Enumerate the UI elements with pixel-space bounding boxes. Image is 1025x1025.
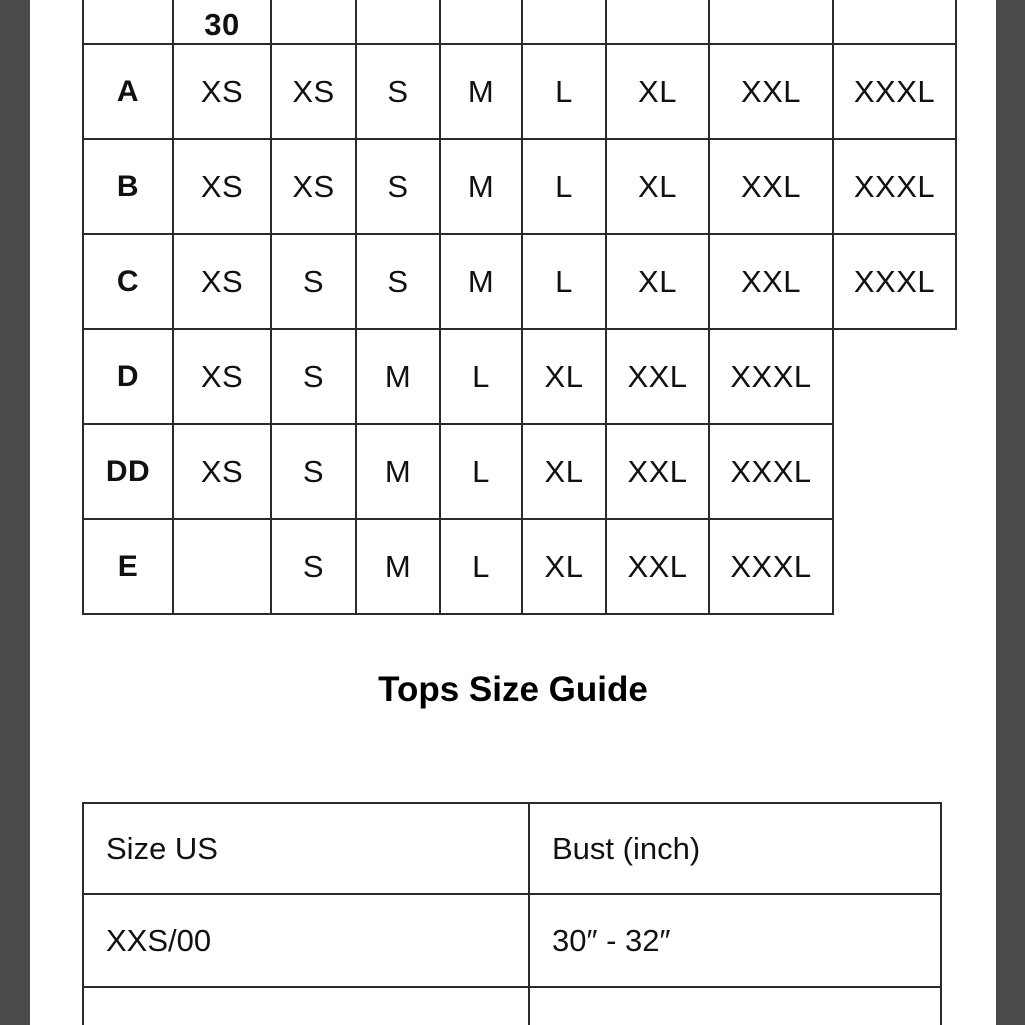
size-cell: XL: [523, 520, 607, 615]
table-row: [82, 988, 942, 1025]
cup-size-cell: B: [82, 140, 174, 235]
size-cell: XXXL: [710, 330, 834, 425]
column-header-size-us: Size US: [82, 802, 530, 895]
empty-cell: [834, 330, 957, 425]
size-cell: L: [441, 330, 523, 425]
size-cell: XS: [272, 140, 357, 235]
size-cell: S: [272, 520, 357, 615]
table-row: [82, 425, 957, 520]
size-cell: S: [357, 235, 441, 330]
empty-cell: [834, 425, 957, 520]
size-cell: XXL: [710, 140, 834, 235]
size-cell: XXL: [710, 45, 834, 140]
size-guide-page: [30, 0, 996, 1025]
size-cell: L: [523, 235, 607, 330]
size-cell: S: [272, 425, 357, 520]
header-cell: [441, 0, 523, 45]
header-cell: [272, 0, 357, 45]
header-cell: [607, 0, 710, 45]
size-cell: XL: [607, 235, 710, 330]
band-size-label: 30: [204, 6, 240, 42]
tops-size-guide-heading: Tops Size Guide: [378, 670, 648, 709]
column-header-bust: Bust (inch): [530, 802, 942, 895]
size-cell: XXL: [710, 235, 834, 330]
size-cell: L: [441, 520, 523, 615]
size-cell: M: [357, 330, 441, 425]
size-cell: XXXL: [834, 140, 957, 235]
size-us-cell: [82, 988, 530, 1025]
tops-table-header-row: [82, 802, 942, 895]
bra-table-header-row: [82, 0, 957, 45]
size-cell: S: [272, 330, 357, 425]
size-cell: XXXL: [834, 235, 957, 330]
cup-size-cell: DD: [82, 425, 174, 520]
header-cell: [834, 0, 957, 45]
size-cell: XXXL: [710, 520, 834, 615]
empty-cell: [834, 520, 957, 615]
size-cell: XXL: [607, 520, 710, 615]
size-cell: XL: [523, 330, 607, 425]
table-row: [82, 330, 957, 425]
table-row: [82, 45, 957, 140]
cup-size-cell: C: [82, 235, 174, 330]
table-row: [82, 140, 957, 235]
size-cell: XXL: [607, 330, 710, 425]
size-cell: XS: [272, 45, 357, 140]
size-cell: XS: [174, 235, 272, 330]
size-cell: XXXL: [834, 45, 957, 140]
cup-size-cell: A: [82, 45, 174, 140]
table-row: [82, 895, 942, 988]
size-cell: L: [523, 45, 607, 140]
size-cell: M: [441, 45, 523, 140]
cup-size-cell: E: [82, 520, 174, 615]
size-cell: M: [357, 520, 441, 615]
size-cell: XS: [174, 140, 272, 235]
header-cell-band: [174, 0, 272, 45]
size-cell: S: [272, 235, 357, 330]
size-cell: XS: [174, 330, 272, 425]
header-cell: [523, 0, 607, 45]
header-cell: [710, 0, 834, 45]
size-cell: XL: [523, 425, 607, 520]
size-cell: XL: [607, 140, 710, 235]
size-cell: M: [357, 425, 441, 520]
header-cell: [357, 0, 441, 45]
bust-cell: 30″ - 32″: [530, 895, 942, 988]
size-cell: [174, 520, 272, 615]
size-cell: XS: [174, 45, 272, 140]
size-cell: L: [441, 425, 523, 520]
header-cell: [82, 0, 174, 45]
size-cell: M: [441, 235, 523, 330]
cup-size-cell: D: [82, 330, 174, 425]
bust-cell: [530, 988, 942, 1025]
table-row: [82, 235, 957, 330]
size-cell: XL: [607, 45, 710, 140]
size-cell: XS: [174, 425, 272, 520]
table-row: [82, 520, 957, 615]
size-cell: L: [523, 140, 607, 235]
size-cell: XXL: [607, 425, 710, 520]
size-cell: S: [357, 140, 441, 235]
size-cell: M: [441, 140, 523, 235]
tops-size-table: [82, 802, 942, 1025]
size-cell: XXXL: [710, 425, 834, 520]
bra-size-table: [82, 0, 957, 615]
size-us-cell: XXS/00: [82, 895, 530, 988]
size-cell: S: [357, 45, 441, 140]
